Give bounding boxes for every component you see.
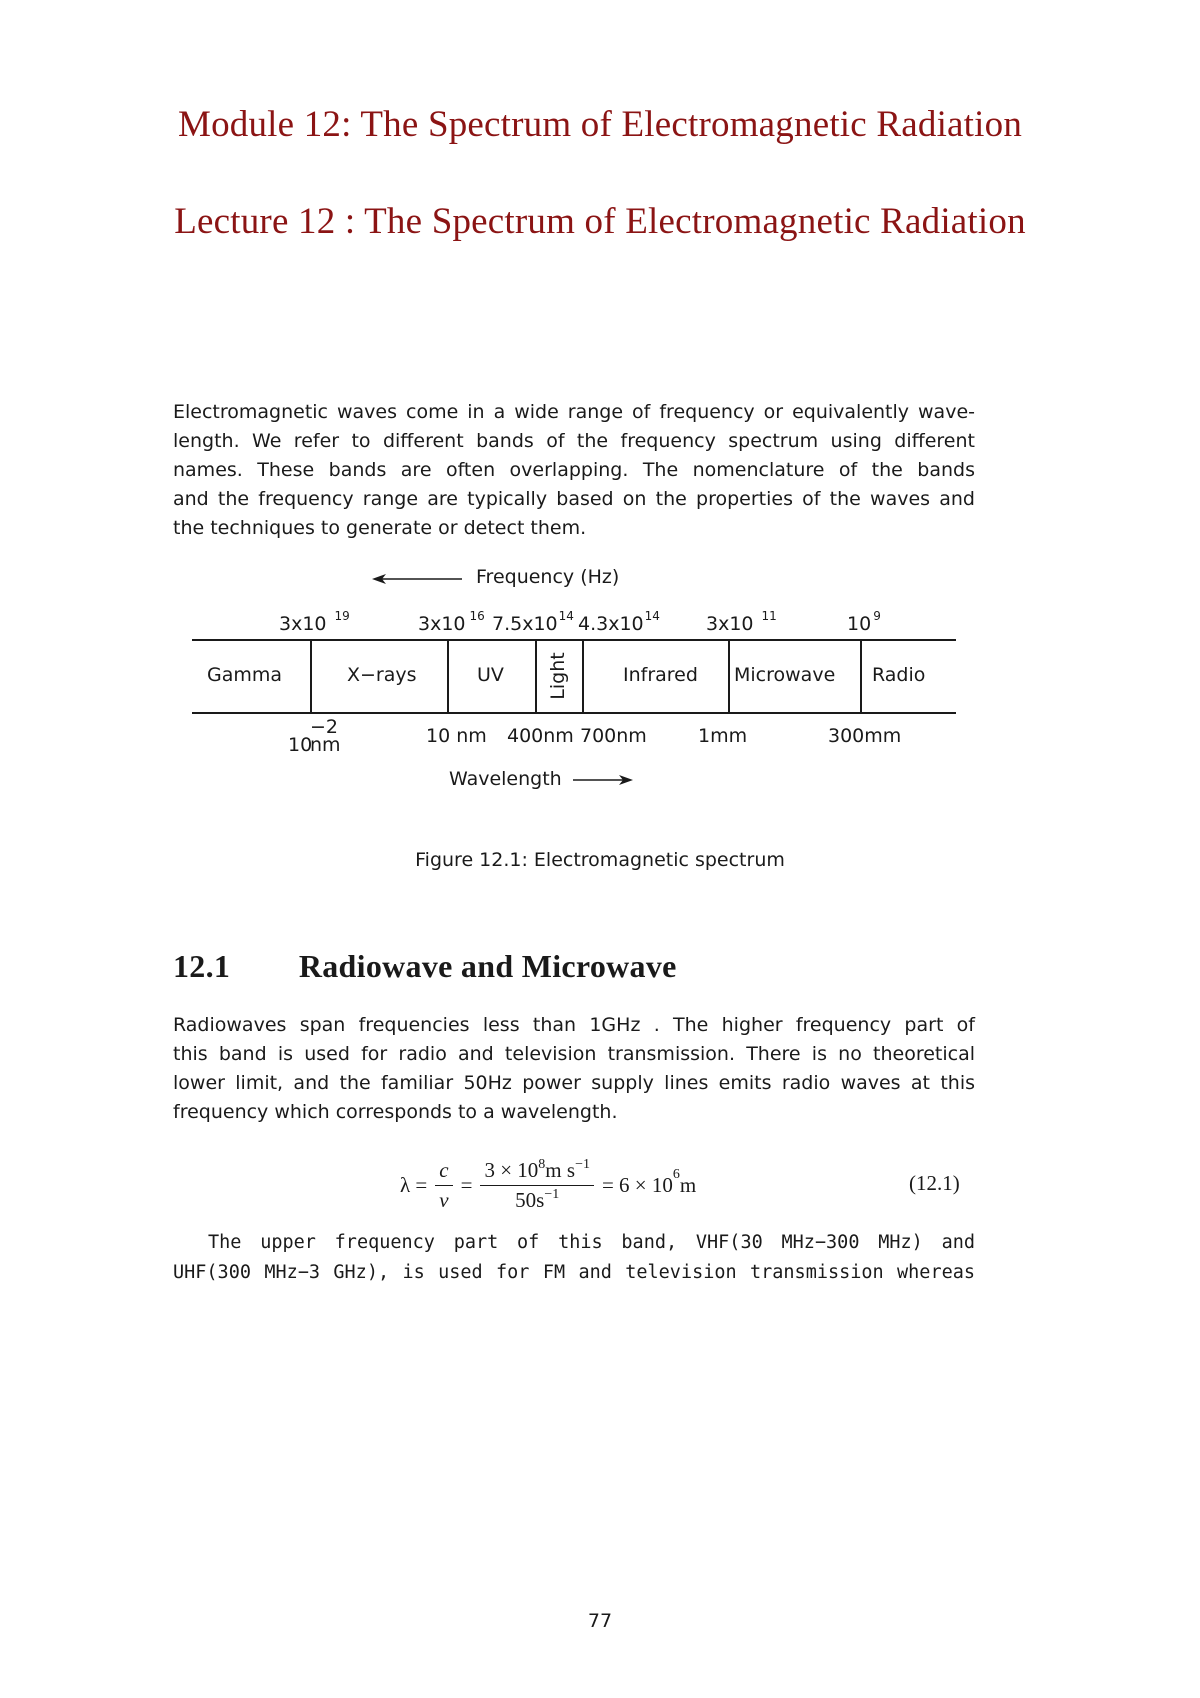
band-top-rule <box>192 639 956 641</box>
freq-tick: $4.3x10^{14}$ <box>578 609 660 635</box>
text-line: the techniques to generate or detect them. <box>173 517 587 539</box>
text-line: length. We refer to different bands of the frequency spectrum using different <box>173 430 975 452</box>
text-line: lower limit, and the familiar 50Hz power supply lines emits radio waves at this <box>173 1072 975 1094</box>
intro-paragraph <box>173 398 975 543</box>
band-divider <box>728 640 730 712</box>
band-infrared: Infrared <box>623 664 698 686</box>
vhf-uhf-paragraph <box>173 1228 975 1288</box>
radiowave-paragraph <box>173 1011 975 1127</box>
freq-tick: $7.5x10^{14}$ <box>492 609 574 635</box>
text-line: Radiowaves span frequencies less than 1GHz . The higher frequency part of <box>173 1014 975 1036</box>
freq-tick: 10 $^9$ <box>847 609 881 635</box>
section-title: Radiowave and Microwave <box>298 948 677 984</box>
text-line: UHF(300 MHz−3 GHz), is used for FM and television transmission whereas <box>173 1262 975 1283</box>
band-divider <box>310 640 312 712</box>
frequency-axis-label: Frequency (Hz) <box>476 566 620 588</box>
text-line: The upper frequency part of this band, VHF(30 MHz−300 MHz) and <box>208 1232 975 1253</box>
wavelength-axis-label: Wavelength <box>449 768 562 790</box>
fraction: $\frac{3 \times 10^8m s^{-1}}{50s^{-1}}$ <box>480 1158 594 1213</box>
equation-12-1: λ = $\frac{c}{\nu}$ = $\frac{3 \times 10^8m s^{-1}}{50s^{-1}}$ = 6 × 10 6 m <box>400 1156 697 1212</box>
text-line: frequency which corresponds to a wavelength. <box>173 1101 618 1123</box>
lecture-title: Lecture 12 : The Spectrum of Electromagnetic Radiation <box>174 201 1026 242</box>
equation-number: (12.1) <box>909 1171 960 1195</box>
band-xrays: X−rays <box>347 664 417 686</box>
text-line: names. These bands are often overlapping. The nomenclature of the bands <box>173 459 975 481</box>
band-divider <box>447 640 449 712</box>
wavelength-tick: 700nm <box>580 725 647 747</box>
module-title: Module 12: The Spectrum of Electromagnetic Radiation <box>177 104 1023 145</box>
text-line: Electromagnetic waves come in a wide range of frequency or equivalently wave- <box>173 401 975 423</box>
freq-tick: 3x10 $^{19}$ <box>279 609 350 635</box>
wavelength-tick: 1mm <box>698 725 748 747</box>
band-divider <box>535 640 537 712</box>
section-number: 12.1 <box>173 948 231 984</box>
band-gamma: Gamma <box>207 664 283 686</box>
band-uv: UV <box>477 664 504 686</box>
fraction: $\frac{c}{\nu}$ <box>435 1158 452 1213</box>
text-line: this band is used for radio and television transmission. There is no theoretical <box>173 1043 975 1065</box>
band-divider <box>860 640 862 712</box>
freq-tick: 3x10 $^{11}$ <box>706 609 777 635</box>
band-microwave: Microwave <box>734 664 836 686</box>
band-light: Light <box>547 652 569 700</box>
wavelength-tick: 10 nm <box>426 725 487 747</box>
band-radio: Radio <box>872 664 926 686</box>
wavelength-tick: 400nm <box>507 725 574 747</box>
figure-caption: Figure 12.1: Electromagnetic spectrum <box>415 849 785 871</box>
text-line: and the frequency range are typically based on the properties of the waves and <box>173 488 975 510</box>
band-bottom-rule <box>192 712 956 714</box>
page-number: 77 <box>587 1610 613 1632</box>
frequency-arrow-icon <box>372 572 464 586</box>
wavelength-arrow-icon <box>573 773 633 787</box>
freq-tick: 3x10 $^{16}$ <box>418 609 485 635</box>
section-heading <box>173 948 677 985</box>
wavelength-tick: 300mm <box>828 725 902 747</box>
band-divider <box>582 640 584 712</box>
